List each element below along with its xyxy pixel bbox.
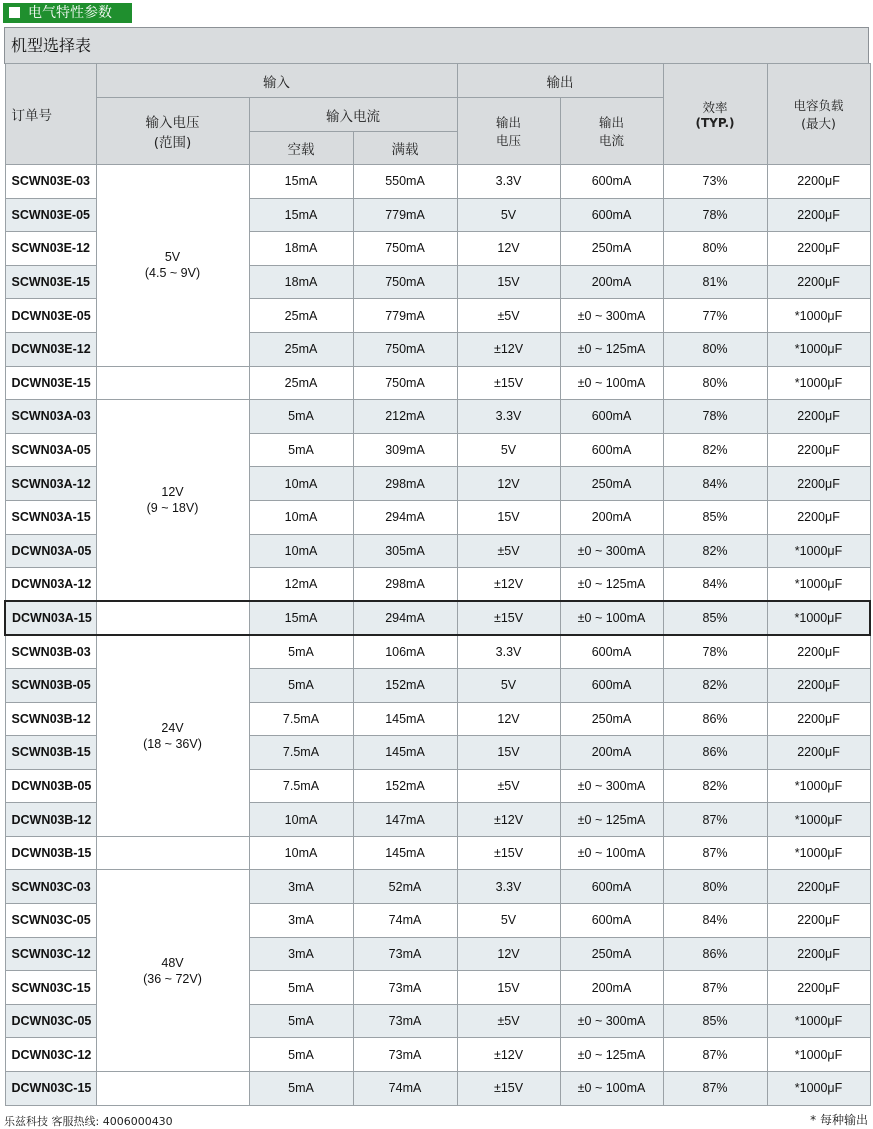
full-load-current-cell: 305mA — [353, 534, 457, 568]
header-output-current: 输出 电流 — [560, 98, 663, 165]
efficiency-cell: 87% — [663, 971, 767, 1005]
input-voltage-cell — [96, 165, 249, 367]
header-order-no: 订单号 — [5, 64, 96, 165]
model-cell: DCWN03E-12 — [5, 332, 96, 366]
model-cell: SCWN03E-05 — [5, 198, 96, 232]
output-voltage-cell: ±5V — [457, 299, 560, 333]
output-voltage-cell: ±15V — [457, 366, 560, 400]
cap-load-cell: *1000μF — [767, 803, 870, 837]
header-no-load: 空载 — [249, 132, 353, 165]
cap-load-cell: 2200μF — [767, 433, 870, 467]
model-cell: SCWN03C-03 — [5, 870, 96, 904]
cap-load-cell: 2200μF — [767, 165, 870, 199]
output-current-cell: 250mA — [560, 232, 663, 266]
header-input: 输入 — [96, 64, 457, 98]
section-badge — [3, 3, 132, 23]
full-load-current-cell: 294mA — [353, 601, 457, 635]
output-current-cell: ±0 ~ 125mA — [560, 568, 663, 602]
cap-load-cell: 2200μF — [767, 467, 870, 501]
output-current-cell: 600mA — [560, 904, 663, 938]
no-load-current-cell: 10mA — [249, 803, 353, 837]
cap-load-cell: 2200μF — [767, 668, 870, 702]
no-load-current-cell: 5mA — [249, 400, 353, 434]
efficiency-cell: 82% — [663, 668, 767, 702]
model-cell: SCWN03E-03 — [5, 165, 96, 199]
input-voltage-range: (36 ~ 72V) — [143, 971, 202, 986]
no-load-current-cell: 18mA — [249, 232, 353, 266]
table-row[interactable] — [5, 635, 870, 669]
no-load-current-cell: 12mA — [249, 568, 353, 602]
input-voltage-cell — [96, 601, 249, 635]
full-load-current-cell: 750mA — [353, 265, 457, 299]
output-voltage-cell: 3.3V — [457, 870, 560, 904]
full-load-current-cell: 298mA — [353, 568, 457, 602]
cap-load-cell: 2200μF — [767, 736, 870, 770]
table-row[interactable] — [5, 836, 870, 870]
output-current-cell: 600mA — [560, 668, 663, 702]
output-current-cell: 600mA — [560, 433, 663, 467]
full-load-current-cell: 750mA — [353, 232, 457, 266]
output-voltage-cell: 12V — [457, 467, 560, 501]
efficiency-cell: 80% — [663, 870, 767, 904]
table-body — [5, 165, 870, 1106]
cap-load-cell: *1000μF — [767, 299, 870, 333]
cap-load-cell: 2200μF — [767, 702, 870, 736]
model-cell: SCWN03E-12 — [5, 232, 96, 266]
input-voltage-cell — [96, 635, 249, 837]
no-load-current-cell: 10mA — [249, 534, 353, 568]
output-voltage-cell: ±15V — [457, 836, 560, 870]
no-load-current-cell: 3mA — [249, 937, 353, 971]
efficiency-cell: 87% — [663, 1038, 767, 1072]
output-voltage-cell: 12V — [457, 937, 560, 971]
full-load-current-cell: 145mA — [353, 836, 457, 870]
efficiency-cell: 78% — [663, 400, 767, 434]
output-current-cell: 200mA — [560, 736, 663, 770]
output-current-cell: ±0 ~ 100mA — [560, 601, 663, 635]
output-current-cell: ±0 ~ 100mA — [560, 836, 663, 870]
no-load-current-cell: 15mA — [249, 601, 353, 635]
model-cell: DCWN03C-15 — [5, 1072, 96, 1106]
cap-load-cell: *1000μF — [767, 1038, 870, 1072]
model-cell: DCWN03E-05 — [5, 299, 96, 333]
output-voltage-cell: ±5V — [457, 1004, 560, 1038]
model-cell: DCWN03C-12 — [5, 1038, 96, 1072]
cap-load-cell: 2200μF — [767, 971, 870, 1005]
input-voltage-cell — [96, 836, 249, 870]
efficiency-cell: 87% — [663, 836, 767, 870]
header-output: 输出 — [457, 64, 663, 98]
no-load-current-cell: 5mA — [249, 433, 353, 467]
input-voltage-cell — [96, 1072, 249, 1106]
no-load-current-cell: 3mA — [249, 870, 353, 904]
output-voltage-cell: ±15V — [457, 1072, 560, 1106]
output-current-cell: 250mA — [560, 702, 663, 736]
output-voltage-cell: 12V — [457, 232, 560, 266]
model-cell: SCWN03C-12 — [5, 937, 96, 971]
efficiency-cell: 85% — [663, 500, 767, 534]
header-efficiency: 效率 (TYP.) — [663, 64, 767, 165]
cap-load-cell: *1000μF — [767, 769, 870, 803]
input-voltage-range: (4.5 ~ 9V) — [144, 266, 201, 281]
full-load-current-cell: 147mA — [353, 803, 457, 837]
output-voltage-cell: ±12V — [457, 568, 560, 602]
cap-load-cell: *1000μF — [767, 836, 870, 870]
cap-load-cell: *1000μF — [767, 568, 870, 602]
output-current-cell: 250mA — [560, 937, 663, 971]
no-load-current-cell: 5mA — [249, 1004, 353, 1038]
output-voltage-cell: 5V — [457, 433, 560, 467]
no-load-current-cell: 10mA — [249, 836, 353, 870]
no-load-current-cell: 5mA — [249, 635, 353, 669]
full-load-current-cell: 750mA — [353, 366, 457, 400]
no-load-current-cell: 10mA — [249, 500, 353, 534]
efficiency-cell: 78% — [663, 635, 767, 669]
input-voltage-cell — [96, 366, 249, 400]
header-input-current: 输入电流 — [249, 98, 457, 132]
model-cell: DCWN03A-05 — [5, 534, 96, 568]
output-current-cell: ±0 ~ 300mA — [560, 299, 663, 333]
output-current-cell: 200mA — [560, 265, 663, 299]
output-current-cell: ±0 ~ 300mA — [560, 769, 663, 803]
output-voltage-cell: 5V — [457, 198, 560, 232]
no-load-current-cell: 5mA — [249, 1038, 353, 1072]
output-current-cell: ±0 ~ 300mA — [560, 1004, 663, 1038]
cap-load-cell: 2200μF — [767, 400, 870, 434]
cap-load-cell: *1000μF — [767, 1072, 870, 1106]
efficiency-cell: 80% — [663, 366, 767, 400]
efficiency-cell: 82% — [663, 433, 767, 467]
input-voltage: 12V — [161, 485, 184, 500]
input-voltage-cell — [96, 400, 249, 602]
output-voltage-cell: 3.3V — [457, 400, 560, 434]
full-load-current-cell: 550mA — [353, 165, 457, 199]
output-voltage-cell: ±15V — [457, 601, 560, 635]
output-voltage-cell: ±5V — [457, 769, 560, 803]
full-load-current-cell: 779mA — [353, 198, 457, 232]
efficiency-cell: 80% — [663, 232, 767, 266]
efficiency-cell: 82% — [663, 534, 767, 568]
output-voltage-cell: 5V — [457, 668, 560, 702]
efficiency-cell: 73% — [663, 165, 767, 199]
full-load-current-cell: 106mA — [353, 635, 457, 669]
model-cell: SCWN03B-12 — [5, 702, 96, 736]
output-current-cell: ±0 ~ 100mA — [560, 1072, 663, 1106]
header-full-load: 满载 — [353, 132, 457, 165]
efficiency-cell: 77% — [663, 299, 767, 333]
model-cell: DCWN03B-05 — [5, 769, 96, 803]
model-cell: SCWN03B-03 — [5, 635, 96, 669]
square-icon — [9, 7, 20, 18]
cap-load-cell: 2200μF — [767, 904, 870, 938]
no-load-current-cell: 10mA — [249, 467, 353, 501]
model-cell: DCWN03A-15 — [5, 601, 96, 635]
full-load-current-cell: 73mA — [353, 1004, 457, 1038]
output-voltage-cell: ±12V — [457, 1038, 560, 1072]
full-load-current-cell: 145mA — [353, 702, 457, 736]
cap-load-cell: *1000μF — [767, 332, 870, 366]
input-voltage-range: (18 ~ 36V) — [143, 736, 202, 751]
output-current-cell: ±0 ~ 125mA — [560, 803, 663, 837]
efficiency-cell: 84% — [663, 568, 767, 602]
output-current-cell: 200mA — [560, 971, 663, 1005]
no-load-current-cell: 5mA — [249, 668, 353, 702]
table-row[interactable] — [5, 165, 870, 199]
output-current-cell: 200mA — [560, 500, 663, 534]
efficiency-cell: 78% — [663, 198, 767, 232]
table-row[interactable] — [5, 870, 870, 904]
efficiency-cell: 86% — [663, 937, 767, 971]
footer-note: * 每种输出 — [810, 1113, 868, 1127]
output-current-cell: ±0 ~ 100mA — [560, 366, 663, 400]
model-cell: SCWN03B-05 — [5, 668, 96, 702]
output-voltage-cell: ±12V — [457, 332, 560, 366]
model-cell: DCWN03B-15 — [5, 836, 96, 870]
output-voltage-cell: 3.3V — [457, 165, 560, 199]
table-row[interactable] — [5, 400, 870, 434]
no-load-current-cell: 5mA — [249, 1072, 353, 1106]
section-badge-label: 电气特性参数 — [28, 5, 112, 21]
efficiency-cell: 85% — [663, 1004, 767, 1038]
model-cell: SCWN03A-15 — [5, 500, 96, 534]
model-cell: DCWN03E-15 — [5, 366, 96, 400]
efficiency-cell: 84% — [663, 904, 767, 938]
header-output-voltage: 输出 电压 — [457, 98, 560, 165]
no-load-current-cell: 25mA — [249, 299, 353, 333]
model-cell: SCWN03C-05 — [5, 904, 96, 938]
output-voltage-cell: 15V — [457, 736, 560, 770]
header-cap-load: 电容负载 (最大) — [767, 64, 870, 165]
no-load-current-cell: 15mA — [249, 165, 353, 199]
output-current-cell: 600mA — [560, 400, 663, 434]
full-load-current-cell: 152mA — [353, 668, 457, 702]
header-input-voltage: 输入电压 (范围) — [96, 98, 249, 165]
input-voltage: 48V — [161, 955, 184, 970]
efficiency-cell: 87% — [663, 803, 767, 837]
cap-load-cell: 2200μF — [767, 500, 870, 534]
full-load-current-cell: 74mA — [353, 904, 457, 938]
table-row[interactable] — [5, 1072, 870, 1106]
table-row[interactable] — [5, 366, 870, 400]
output-current-cell: 600mA — [560, 635, 663, 669]
model-cell: SCWN03B-15 — [5, 736, 96, 770]
output-current-cell: 600mA — [560, 165, 663, 199]
model-cell: DCWN03C-05 — [5, 1004, 96, 1038]
cap-load-cell: 2200μF — [767, 198, 870, 232]
output-voltage-cell: 12V — [457, 702, 560, 736]
table-title: 机型选择表 — [4, 27, 869, 64]
output-voltage-cell: 15V — [457, 500, 560, 534]
output-current-cell: ±0 ~ 300mA — [560, 534, 663, 568]
model-cell: SCWN03C-15 — [5, 971, 96, 1005]
full-load-current-cell: 73mA — [353, 937, 457, 971]
output-voltage-cell: ±5V — [457, 534, 560, 568]
cap-load-cell: *1000μF — [767, 601, 870, 635]
no-load-current-cell: 5mA — [249, 971, 353, 1005]
no-load-current-cell: 18mA — [249, 265, 353, 299]
no-load-current-cell: 15mA — [249, 198, 353, 232]
output-voltage-cell: 5V — [457, 904, 560, 938]
no-load-current-cell: 7.5mA — [249, 702, 353, 736]
full-load-current-cell: 145mA — [353, 736, 457, 770]
efficiency-cell: 80% — [663, 332, 767, 366]
full-load-current-cell: 750mA — [353, 332, 457, 366]
output-voltage-cell: ±12V — [457, 803, 560, 837]
model-cell: DCWN03B-12 — [5, 803, 96, 837]
cap-load-cell: *1000μF — [767, 534, 870, 568]
table-row[interactable] — [5, 601, 870, 635]
output-current-cell: 600mA — [560, 870, 663, 904]
cap-load-cell: 2200μF — [767, 870, 870, 904]
output-voltage-cell: 15V — [457, 265, 560, 299]
cap-load-cell: *1000μF — [767, 1004, 870, 1038]
efficiency-cell: 87% — [663, 1072, 767, 1106]
no-load-current-cell: 25mA — [249, 332, 353, 366]
model-cell: SCWN03A-12 — [5, 467, 96, 501]
model-cell: SCWN03E-15 — [5, 265, 96, 299]
full-load-current-cell: 779mA — [353, 299, 457, 333]
model-cell: DCWN03A-12 — [5, 568, 96, 602]
output-voltage-cell: 15V — [457, 971, 560, 1005]
cap-load-cell: 2200μF — [767, 232, 870, 266]
cap-load-cell: *1000μF — [767, 366, 870, 400]
no-load-current-cell: 7.5mA — [249, 736, 353, 770]
input-voltage: 24V — [161, 720, 184, 735]
output-current-cell: ±0 ~ 125mA — [560, 1038, 663, 1072]
full-load-current-cell: 74mA — [353, 1072, 457, 1106]
no-load-current-cell: 25mA — [249, 366, 353, 400]
model-selection-table — [4, 63, 871, 1106]
model-cell: SCWN03A-05 — [5, 433, 96, 467]
no-load-current-cell: 3mA — [249, 904, 353, 938]
input-voltage: 5V — [164, 250, 181, 265]
efficiency-cell: 86% — [663, 736, 767, 770]
full-load-current-cell: 52mA — [353, 870, 457, 904]
efficiency-cell: 85% — [663, 601, 767, 635]
full-load-current-cell: 309mA — [353, 433, 457, 467]
output-current-cell: 600mA — [560, 198, 663, 232]
full-load-current-cell: 212mA — [353, 400, 457, 434]
efficiency-cell: 82% — [663, 769, 767, 803]
input-voltage-cell — [96, 870, 249, 1072]
output-current-cell: 250mA — [560, 467, 663, 501]
no-load-current-cell: 7.5mA — [249, 769, 353, 803]
full-load-current-cell: 294mA — [353, 500, 457, 534]
output-current-cell: ±0 ~ 125mA — [560, 332, 663, 366]
full-load-current-cell: 73mA — [353, 1038, 457, 1072]
model-cell: SCWN03A-03 — [5, 400, 96, 434]
footer-company: 乐兹科技 客服热线: 4006000430 — [4, 1115, 173, 1128]
efficiency-cell: 81% — [663, 265, 767, 299]
cap-load-cell: 2200μF — [767, 265, 870, 299]
cap-load-cell: 2200μF — [767, 937, 870, 971]
efficiency-cell: 86% — [663, 702, 767, 736]
full-load-current-cell: 298mA — [353, 467, 457, 501]
input-voltage-range: (9 ~ 18V) — [146, 501, 199, 516]
cap-load-cell: 2200μF — [767, 635, 870, 669]
full-load-current-cell: 152mA — [353, 769, 457, 803]
output-voltage-cell: 3.3V — [457, 635, 560, 669]
efficiency-cell: 84% — [663, 467, 767, 501]
full-load-current-cell: 73mA — [353, 971, 457, 1005]
